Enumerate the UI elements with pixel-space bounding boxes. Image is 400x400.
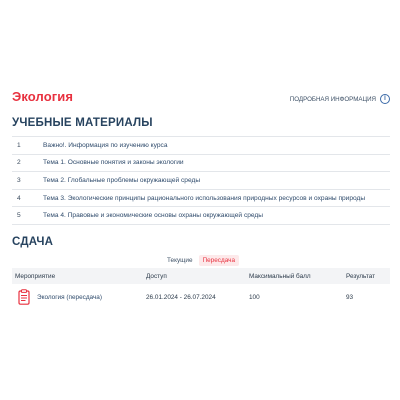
material-number: 4 — [17, 194, 21, 202]
column-header-result: Результат — [346, 273, 376, 280]
material-number: 3 — [17, 176, 21, 184]
material-number: 5 — [17, 212, 21, 220]
access-period: 26.01.2024 - 26.07.2024 — [146, 294, 216, 301]
material-title[interactable]: Тема 3. Экологические принципы рационального использования природных ресурсов и охраны природы — [43, 194, 366, 202]
material-number: 1 — [17, 141, 21, 149]
column-header-access: Доступ — [146, 273, 167, 280]
material-title[interactable]: Тема 1. Основные понятия и законы экологии — [43, 159, 184, 167]
material-number: 2 — [17, 159, 21, 167]
material-title[interactable]: Тема 4. Правовые и экономические основы охраны окружающей среды — [43, 212, 264, 220]
course-details-link[interactable] — [290, 94, 390, 104]
course-details-label: ПОДРОБНАЯ ИНФОРМАЦИЯ — [289, 95, 376, 103]
materials-heading: УЧЕБНЫЕ МАТЕРИАЛЫ — [12, 117, 153, 129]
material-title[interactable]: Важно!. Информация по изучению курса — [43, 141, 168, 149]
course-title: Экология — [12, 89, 74, 104]
material-item[interactable] — [12, 171, 390, 189]
max-score: 100 — [249, 294, 260, 301]
material-item[interactable] — [12, 206, 390, 225]
event-link[interactable]: Экология (пересдача) — [37, 294, 102, 301]
submission-tabs — [12, 255, 390, 266]
column-header-max-score: Максимальный балл — [249, 273, 311, 280]
course-header — [12, 89, 390, 109]
table-header — [12, 268, 390, 284]
table-row — [12, 287, 390, 309]
material-item[interactable] — [12, 136, 390, 154]
info-icon[interactable]: I — [380, 94, 390, 104]
tab-current[interactable]: Текущие — [163, 255, 197, 266]
clipboard-icon — [18, 289, 30, 305]
material-title[interactable]: Тема 2. Глобальные проблемы окружающей среды — [43, 176, 201, 184]
submission-heading: СДАЧА — [12, 236, 54, 248]
column-header-event: Мероприятие — [15, 273, 56, 280]
result-score: 93 — [346, 294, 354, 301]
tab-retake[interactable]: Пересдача — [199, 255, 239, 266]
materials-list — [12, 136, 390, 225]
material-item[interactable] — [12, 154, 390, 172]
material-item[interactable] — [12, 189, 390, 207]
